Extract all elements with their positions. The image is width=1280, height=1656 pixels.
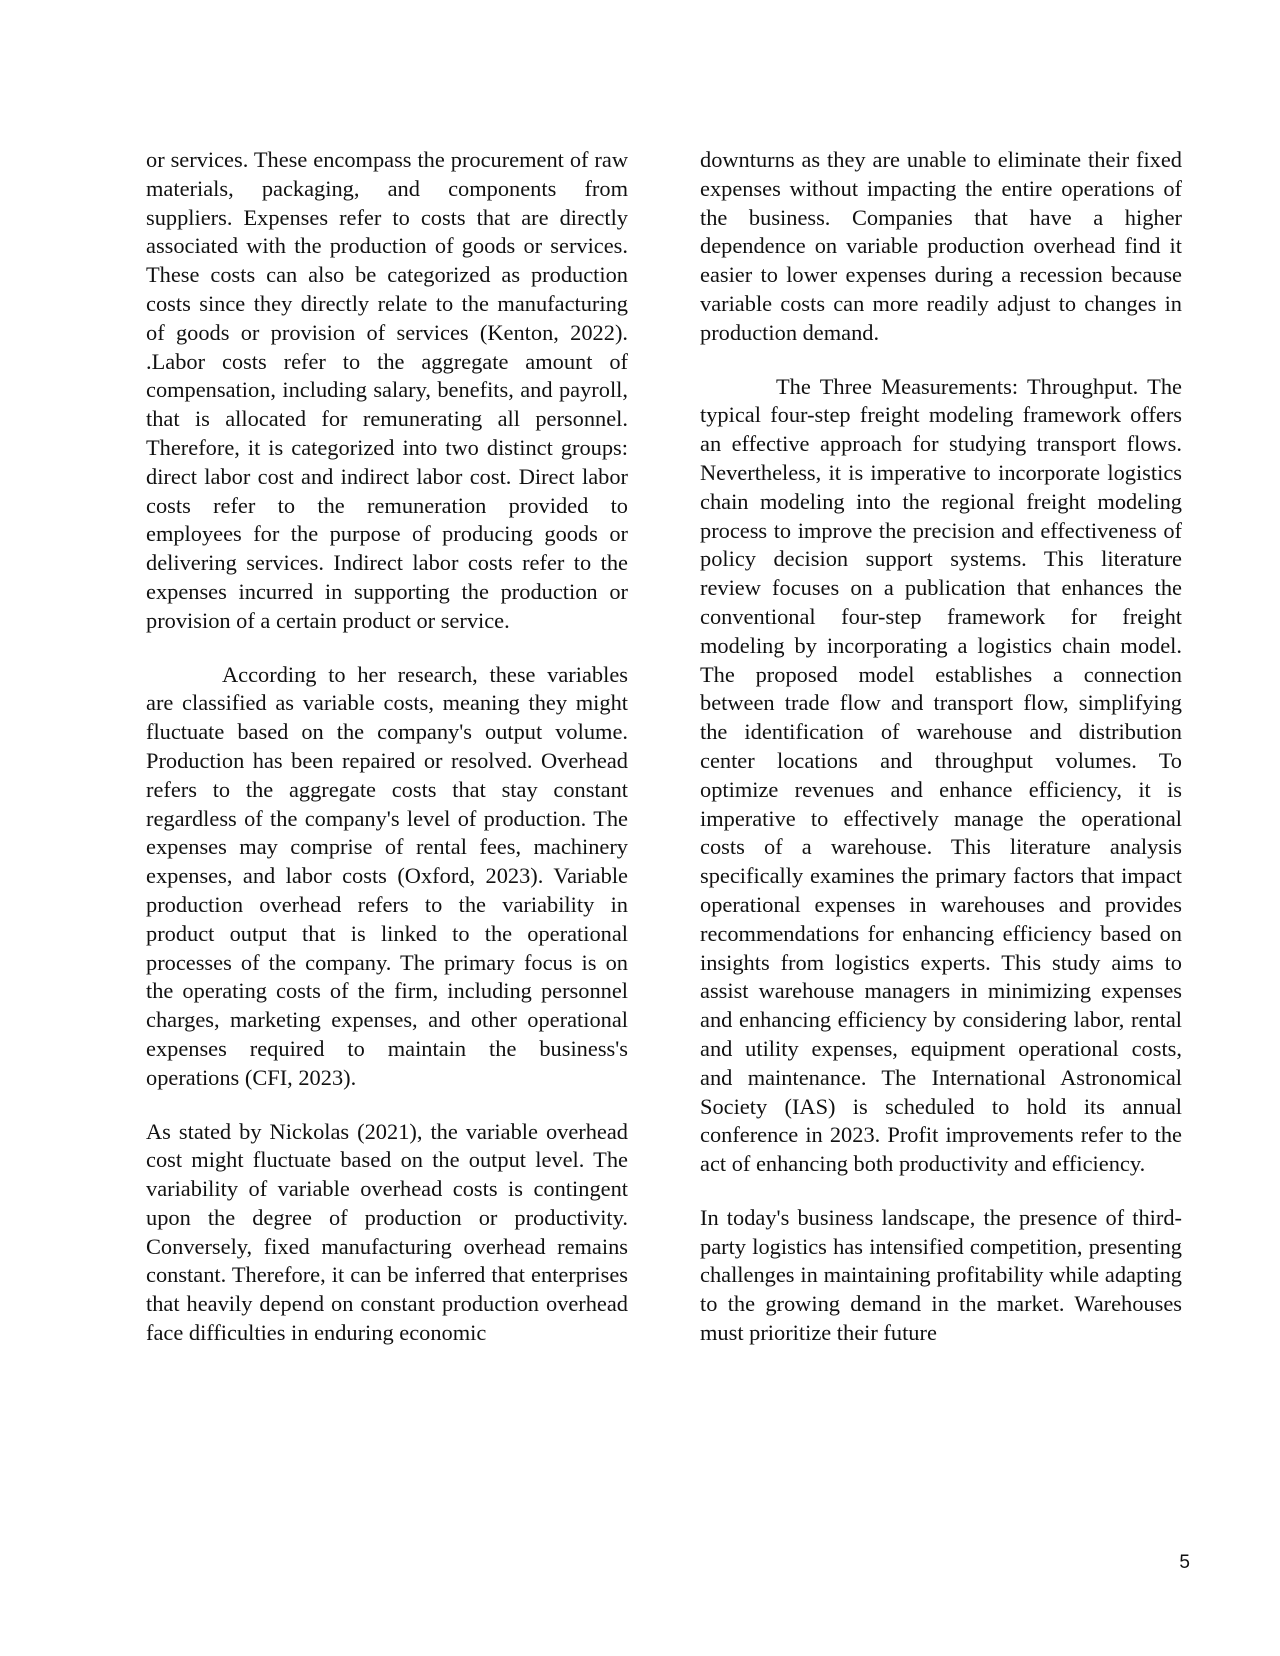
paragraph-variable-overhead: As stated by Nickolas (2021), the variable overhead cost might fluctuate based on the output level. The variability of variable overhead costs is contingent upon the degree of production or productivity. Conversely, fixed manufacturing overhead remains constant. Therefore, it can be inferred that enterprises that heavily depend on constant production overhead face difficulties in enduring economic — [146, 1118, 628, 1346]
paragraph-throughput: The Three Measurements: Throughput. The typical four-step freight modeling framework offers an effective approach for studying transport flows. Nevertheless, it is imperative to incorporate logistics chain modeling into the regional freight modeling process to improve the precision and effectiveness of policy decision support systems. This literature review focuses on a publication that enhances the conventional four-step framework for freight modeling by incorporating a logistics chain model. The proposed model establishes a connection between trade flow and transport flow, simplifying the identification of warehouse and distribution center locations and throughput volumes. To optimize revenues and enhance efficiency, it is imperative to effectively manage the operational costs of a warehouse. This literature analysis specifically examines the primary factors that impact operational expenses in warehouses and provides recommendations for enhancing efficiency based on insights from logistics experts. This study aims to assist warehouse managers in minimizing expenses and enhancing efficiency by considering labor, rental and utility expenses, equipment operational costs, and maintenance. The International Astronomical Society (IAS) is scheduled to hold its annual conference in 2023. Profit improvements refer to the act of enhancing both productivity and efficiency. — [700, 373, 1182, 1177]
left-text-column — [146, 146, 628, 1373]
paragraph-downturns: downturns as they are unable to eliminate their fixed expenses without impacting the entire operations of the business. Companies that have a higher dependence on variable production overhead find it easier to lower expenses during a recession because variable costs can more readily adjust to changes in production demand. — [700, 147, 1182, 345]
page-number: 5 — [1179, 1552, 1190, 1573]
right-text-column — [700, 146, 1182, 1373]
paragraph-variable-costs: According to her research, these variables are classified as variable costs, meaning they might fluctuate based on the company's output volume. Production has been repaired or resolved. Overhead refers to the aggregate costs that stay constant regardless of the company's level of production. The expenses may comprise of rental fees, machinery expenses, and labor costs (Oxford, 2023). Variable production overhead refers to the variability in product output that is linked to the operational processes of the company. The primary focus is on the operating costs of the firm, including personnel charges, marketing expenses, and other operational expenses required to maintain the business's operations (CFI, 2023). — [146, 661, 628, 1090]
paragraph-third-party-logistics: In today's business landscape, the presence of third-party logistics has intensified competition, presenting challenges in maintaining profitability while adapting to the growing demand in the market. Warehouses must prioritize their future — [700, 1204, 1182, 1346]
paragraph-labor-costs: or services. These encompass the procurement of raw materials, packaging, and components from suppliers. Expenses refer to costs that are directly associated with the production of goods or services. These costs can also be categorized as production costs since they directly relate to the manufacturing of goods or provision of services (Kenton, 2022). .Labor costs refer to the aggregate amount of compensation, including salary, benefits, and payroll, that is allocated for remunerating all personnel. Therefore, it is categorized into two distinct groups: direct labor cost and indirect labor cost. Direct labor costs refer to the remuneration provided to employees for the purpose of producing goods or delivering services. Indirect labor costs refer to the expenses incurred in supporting the production or provision of a certain product or service. — [146, 147, 628, 633]
